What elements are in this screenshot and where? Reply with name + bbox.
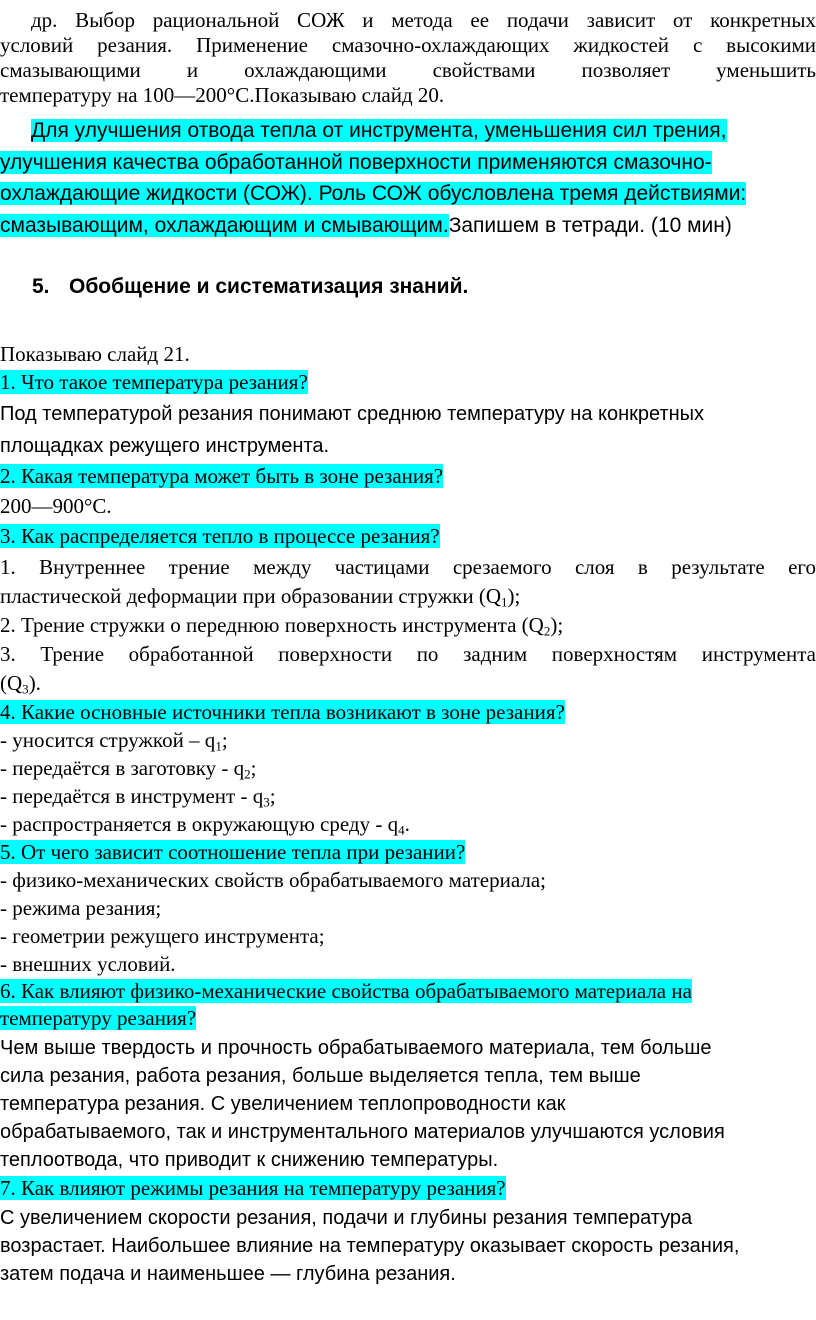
list-item: - физико-механических свойств обрабатываемого материала; (0, 868, 546, 892)
list-item: - режима резания; (0, 896, 162, 920)
question-5: 5. От чего зависит соотношение тепла при резании? (0, 840, 466, 864)
answer-line: Под температурой резания понимают среднюю температуру на конкретных (0, 403, 705, 425)
intro-line: смазывающими и охлаждающими свойствами позволяет уменьшить (0, 58, 816, 82)
answer-line: обрабатываемого, так и инструментального материалов улучшаются условия (0, 1121, 725, 1143)
list-item: - передаётся в заготовку - $q_2$; (0, 756, 257, 782)
answer-line: пластической деформации при образовании стружки $(Q_1)$; (0, 584, 521, 610)
question-line (0, 1174, 816, 1202)
intro-line: температуру на 100—200°С.Показываю слайд 20. (0, 83, 445, 107)
answer-line: С увеличением скорости резания, подачи и глубины резания температура (0, 1207, 693, 1229)
highlighted-text: охлаждающие жидкости (СОЖ). Роль СОЖ обусловлена тремя действиями: (0, 182, 747, 205)
paragraph-line (0, 115, 816, 147)
qa-section (0, 340, 816, 1288)
answer-5 (0, 866, 816, 978)
question-line (0, 368, 816, 396)
slide-note: Показываю слайд 21. (0, 342, 190, 366)
intro-line: условий резания. Применение смазочно-охлаждающих жидкостей с высокими (0, 33, 816, 57)
list-item: - распространяется в окружающую среду - $q_4$. (0, 812, 410, 838)
answer-line: 3. Трение обработанной поверхности по задним поверхностям инструмента (0, 642, 816, 666)
question-6-line: 6. Как влияют физико-механические свойства обрабатываемого материала на (0, 979, 692, 1003)
answer-4 (0, 726, 816, 838)
highlighted-text: улучшения качества обработанной поверхности применяются смазочно- (0, 150, 712, 174)
answer-7 (0, 1202, 816, 1288)
answer-line: сила резания, работа резания, больше выделяется тепла, тем выше (0, 1065, 641, 1087)
question-4: 4. Какие основные источники тепла возникают в зоне резания? (0, 700, 565, 724)
highlighted-text: смазывающим, охлаждающим и смывающим. (0, 213, 449, 237)
paragraph-line (0, 147, 816, 179)
list-item: - уносится стружкой – $q_1$; (0, 728, 228, 754)
answer-line: температура резания. С увеличением теплопроводности как (0, 1093, 566, 1115)
answer-2: 200—900°С. (0, 494, 112, 518)
section-title: Обобщение и систематизация знаний. (69, 275, 469, 298)
answer-1 (0, 396, 816, 462)
question-line (0, 522, 816, 550)
answer-line: 2. Трение стружки о переднюю поверхность инструмента $(Q_2)$; (0, 613, 564, 639)
answer-line: $(Q_3)$. (0, 671, 41, 697)
list-item: - геометрии режущего инструмента; (0, 924, 325, 948)
list-item: - внешних условий. (0, 952, 176, 976)
answer-line: Чем выше твердость и прочность обрабатываемого материала, тем больше (0, 1037, 712, 1059)
answer-line: затем подача и наименьшее — глубина резания. (0, 1263, 456, 1285)
section-number: 5. (32, 275, 50, 298)
paragraph-line (0, 178, 816, 210)
paragraph-tail: Запишем в тетради. (10 мин) (448, 213, 732, 237)
paragraph-line (0, 210, 816, 242)
highlighted-text: Для улучшения отвода тепла от инструмента, уменьшения сил трения, (31, 119, 727, 142)
question-7: 7. Как влияют режимы резания на температуру резания? (0, 1176, 506, 1200)
question-3: 3. Как распределяется тепло в процессе резания? (0, 524, 440, 548)
question-line (0, 698, 816, 726)
question-line (0, 838, 816, 866)
answer-line: 1. Внутреннее трение между частицами срезаемого слоя в результате его (0, 555, 816, 579)
answer-line: теплоотвода, что приводит к снижению температуры. (0, 1149, 499, 1171)
question-2: 2. Какая температура может быть в зоне резания? (0, 464, 444, 488)
intro-line: др. Выбор рациональной СОЖ и метода ее подачи зависит от конкретных (31, 8, 816, 32)
question-6-line: температуру резания? (0, 1006, 197, 1030)
question-6 (0, 978, 816, 1032)
answer-line: площадках режущего инструмента. (0, 435, 330, 457)
list-item: - передаётся в инструмент - $q_3$; (0, 784, 276, 810)
question-1: 1. Что такое температура резания? (0, 370, 308, 394)
answer-line: возрастает. Наибольшее влияние на температуру оказывает скорость резания, (0, 1235, 740, 1257)
highlighted-paragraph (0, 115, 816, 241)
answer-6 (0, 1032, 816, 1174)
intro-paragraph (0, 8, 816, 108)
answer-3 (0, 550, 816, 698)
question-line (0, 462, 816, 490)
